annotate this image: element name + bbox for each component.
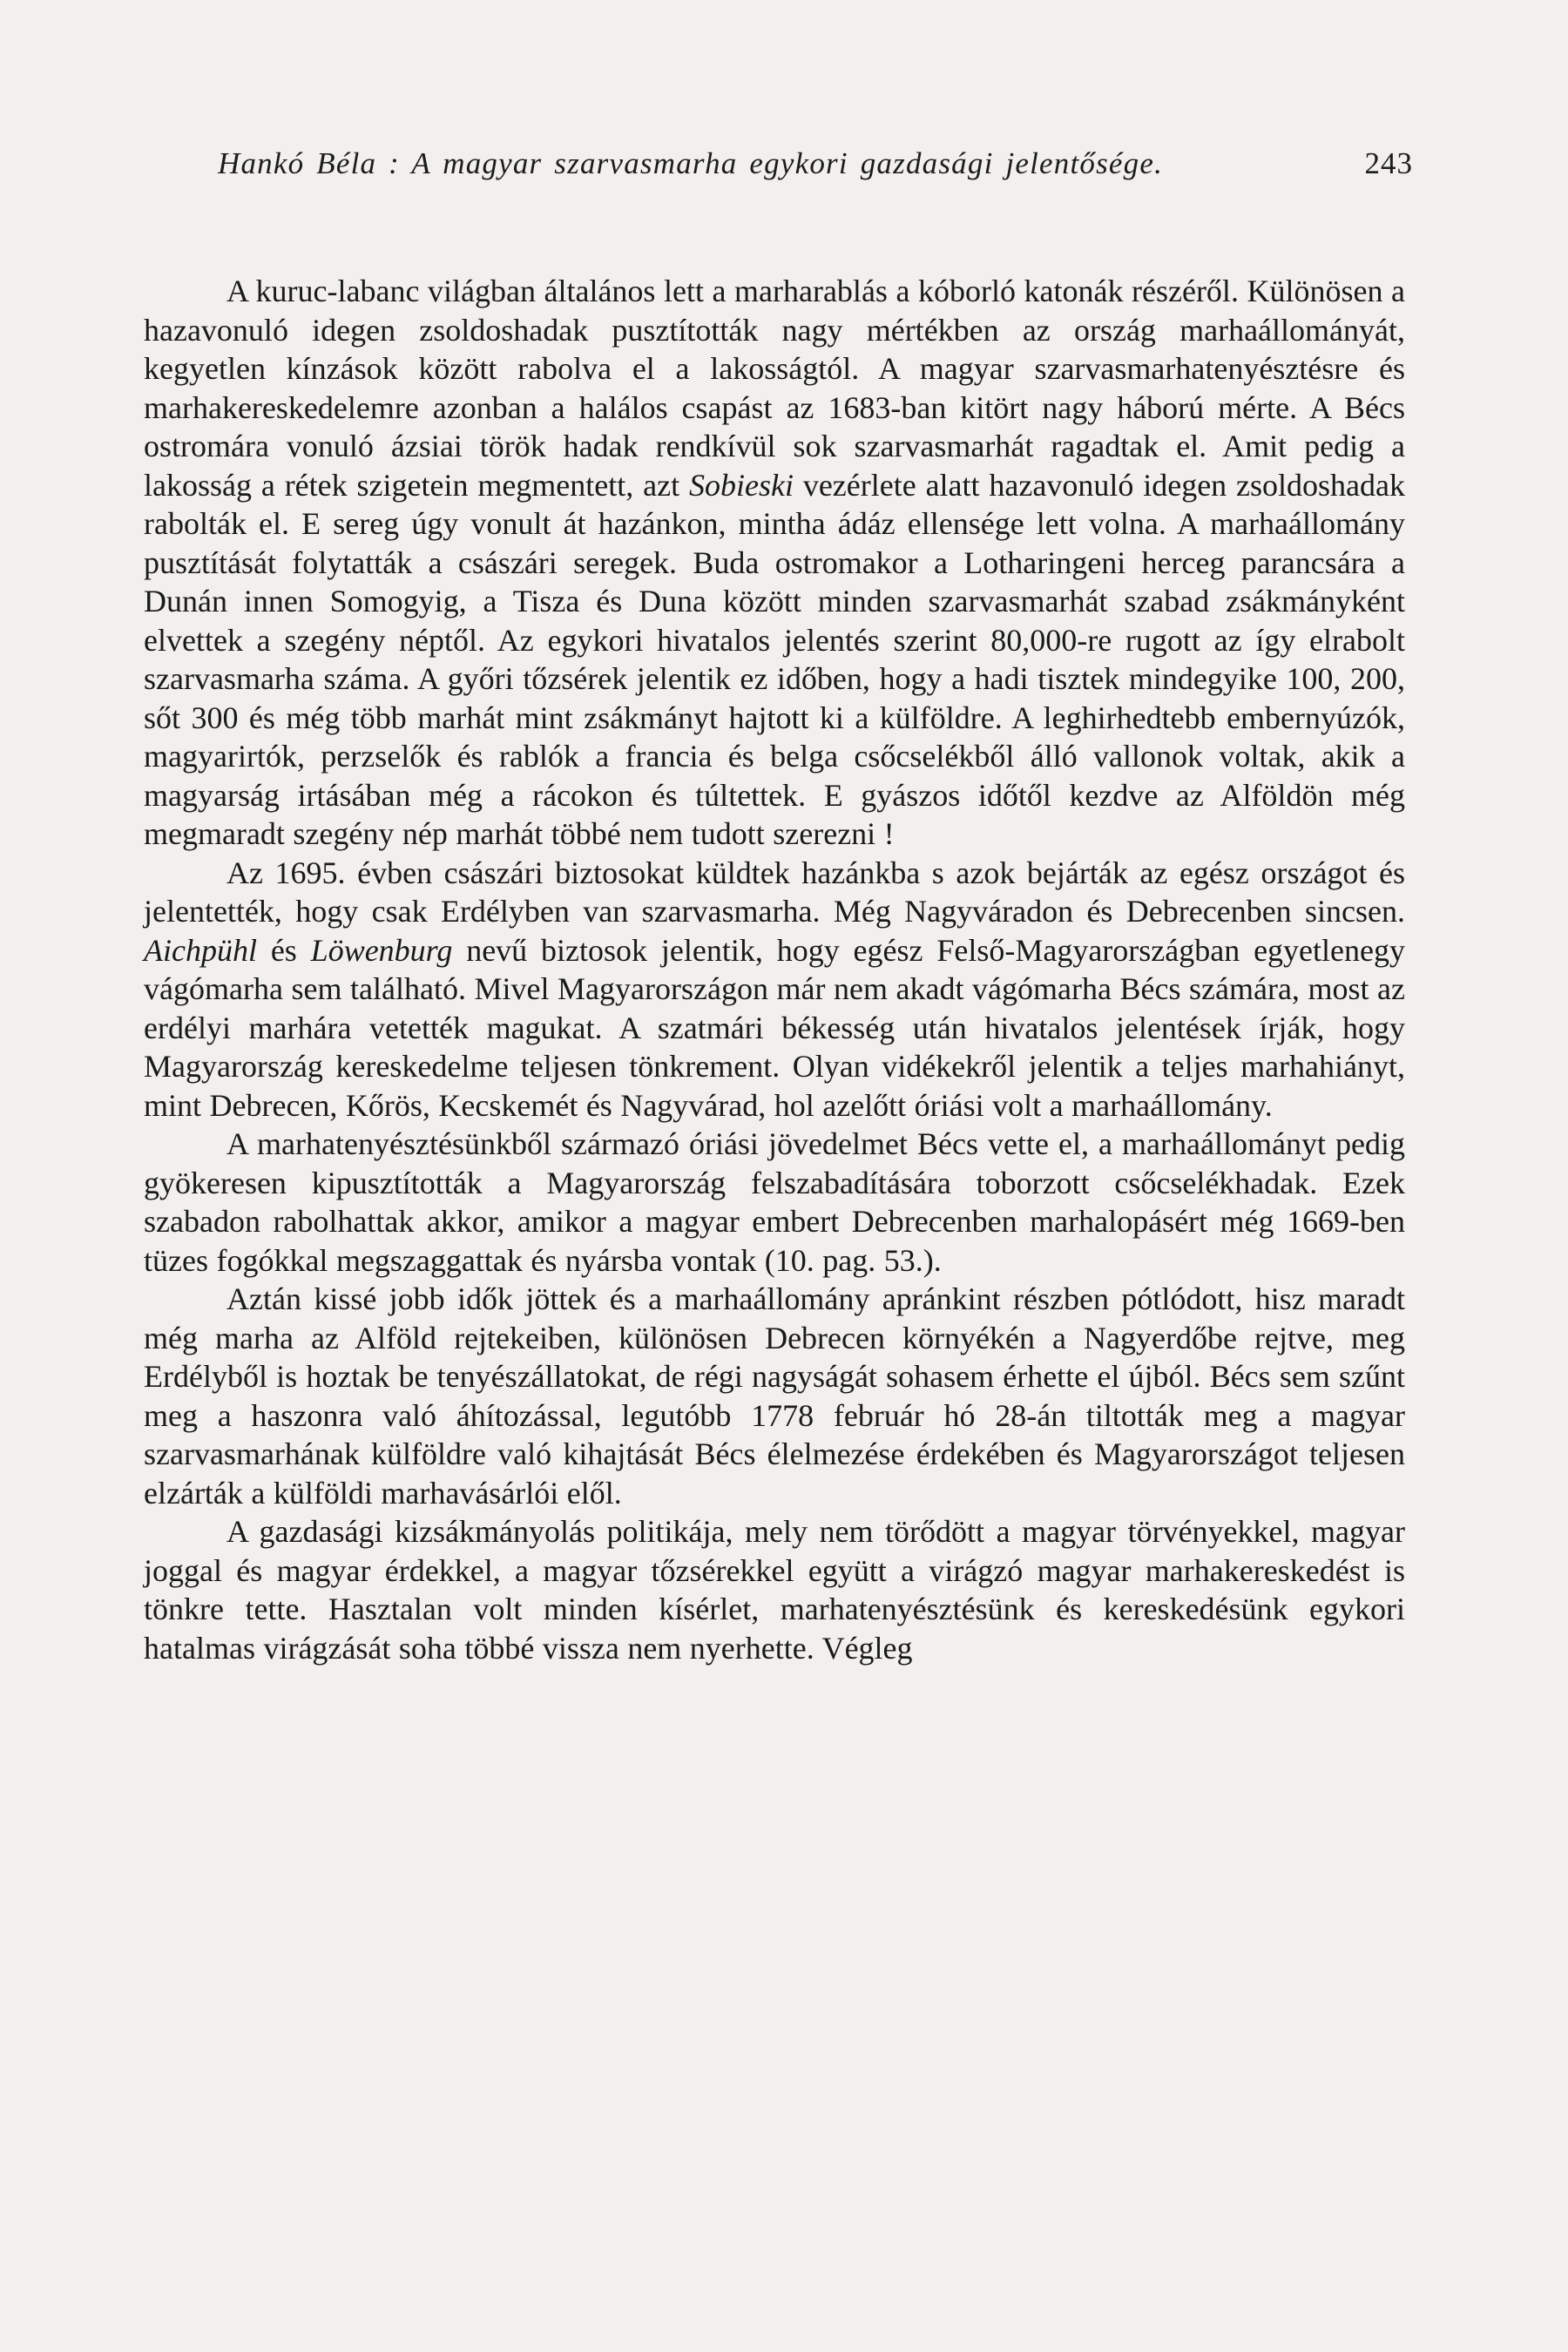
- paragraph-text: Az 1695. évben császári biztosokat küldtek hazánkba s azok bejárták az egész országot és jelentették, hogy csak Erdélyben van szarvasmarha. Még Nagyváradon és Debrecenben sincsen.: [144, 855, 1405, 929]
- person-name-italic: Aichpühl: [144, 932, 257, 968]
- paragraph-text: vezérlete alatt hazavonuló idegen zsoldoshadak rabolták el. E sereg úgy vonult át hazánkon, mintha ádáz ellensége lett volna. A marhaállomány pusztítását folytatták a császári seregek. Buda ostromakor a Lotharingeni herceg parancsára a Dunán innen Somogyig, a Tisza és Duna között minden szarvasmarhát szabad zsákmányként elvettek a szegény néptől. Az egykori hivatalos jelentés szerint 80,000-re rugott az így elrabolt szarvasmarha száma. A győri tőzsérek jelentik ez időben, hogy a hadi tisztek mindegyike 100, 200, sőt 300 és még több marhát mint zsákmányt hajtott ki a külföldre. A leghirhedtebb embernyúzók, magyarirtók, perzselők és rablók a francia és belga csőcselékből álló vallonok voltak, akik a magyarság irtásában még a rácokon és túltettek. E gyászos időtől kezdve az Alföldön még megmaradt szegény nép marhát többé nem tudott szerezni !: [144, 467, 1405, 851]
- body-text: [144, 272, 1405, 1667]
- paragraph-text: és: [256, 932, 311, 968]
- running-title: Hankó Béla : A magyar szarvasmarha egykori gazdasági jelentősége.: [218, 146, 1164, 180]
- paragraph-3: [144, 1125, 1405, 1280]
- paragraph-text: nevű biztosok jelentik, hogy egész Felső-Magyarországban egyetlenegy vágómarha sem található. Mivel Magyarországon már nem akadt vágómarha Bécs számára, most az erdélyi marhára vetették magukat. A szatmári békesség után hivatalos jelentések írják, hogy Magyarország kereskedelme teljesen tönkrement. Olyan vidékekről jelentik a teljes marhahiányt, mint Debrecen, Kőrös, Kecskemét és Nagyvárad, hol azelőtt óriási volt a marhaállomány.: [144, 932, 1405, 1123]
- paragraph-text: A marhatenyésztésünkből származó óriási jövedelmet Bécs vette el, a marhaállományt pedig gyökeresen kipusztították a Magyarország felszabadítására toborzott csőcselékhadak. Ezek szabadon rabolhattak akkor, amikor a magyar embert Debrecenben marhalopásért még 1669-ben tüzes fogókkal megszaggattak és nyársba vontak (10. pag. 53.).: [144, 1126, 1405, 1278]
- person-name-italic: Löwenburg: [310, 932, 453, 968]
- paragraph-1: [144, 272, 1405, 854]
- paragraph-text: A kuruc-labanc világban általános lett a marharablás a kóborló katonák részéről. Különösen a hazavonuló idegen zsoldoshadak pusztították nagy mértékben az ország marhaállományát, kegyetlen kínzások között rabolva el a lakosságtól. A magyar szarvasmarhatenyésztésre és marhakereskedelemre azonban a halálos csapást az 1683-ban kitört nagy háború mérte. A Bécs ostromára vonuló ázsiai török hadak rendkívül sok szarvasmarhát ragadtak el. Amit pedig a lakosság a rétek szigetein megmentett, azt: [144, 274, 1405, 503]
- paragraph-4: [144, 1280, 1405, 1512]
- person-name-italic: Sobieski: [688, 467, 794, 503]
- paragraph-5: [144, 1512, 1405, 1667]
- paragraph-2: [144, 854, 1405, 1125]
- paragraph-text: A gazdasági kizsákmányolás politikája, mely nem törődött a magyar törvényekkel, magyar joggal és magyar érdekkel, a magyar tőzsérekkel együtt a virágzó magyar marhakereskedést is tönkre tette. Hasztalan volt minden kísérlet, marhatenyésztésünk és kereskedésünk egykori hatalmas virágzását soha többé vissza nem nyerhette. Végleg: [144, 1514, 1405, 1666]
- page-number: 243: [1364, 146, 1413, 180]
- running-header: [218, 146, 1413, 195]
- paragraph-text: Aztán kissé jobb idők jöttek és a marhaállomány apránkint részben pótlódott, hisz maradt még marha az Alföld rejtekeiben, különösen Debrecen környékén a Nagyerdőbe rejtve, meg Erdélyből is hoztak be tenyészállatokat, de régi nagyságát sohasem érhette el újból. Bécs sem szűnt meg a haszonra való áhítozással, legutóbb 1778 február hó 28-án tiltották meg a magyar szarvasmarhának külföldre való kihajtását Bécs élelmezése érdekében és Magyarországot teljesen elzárták a külföldi marhavásárlói elől.: [144, 1281, 1405, 1511]
